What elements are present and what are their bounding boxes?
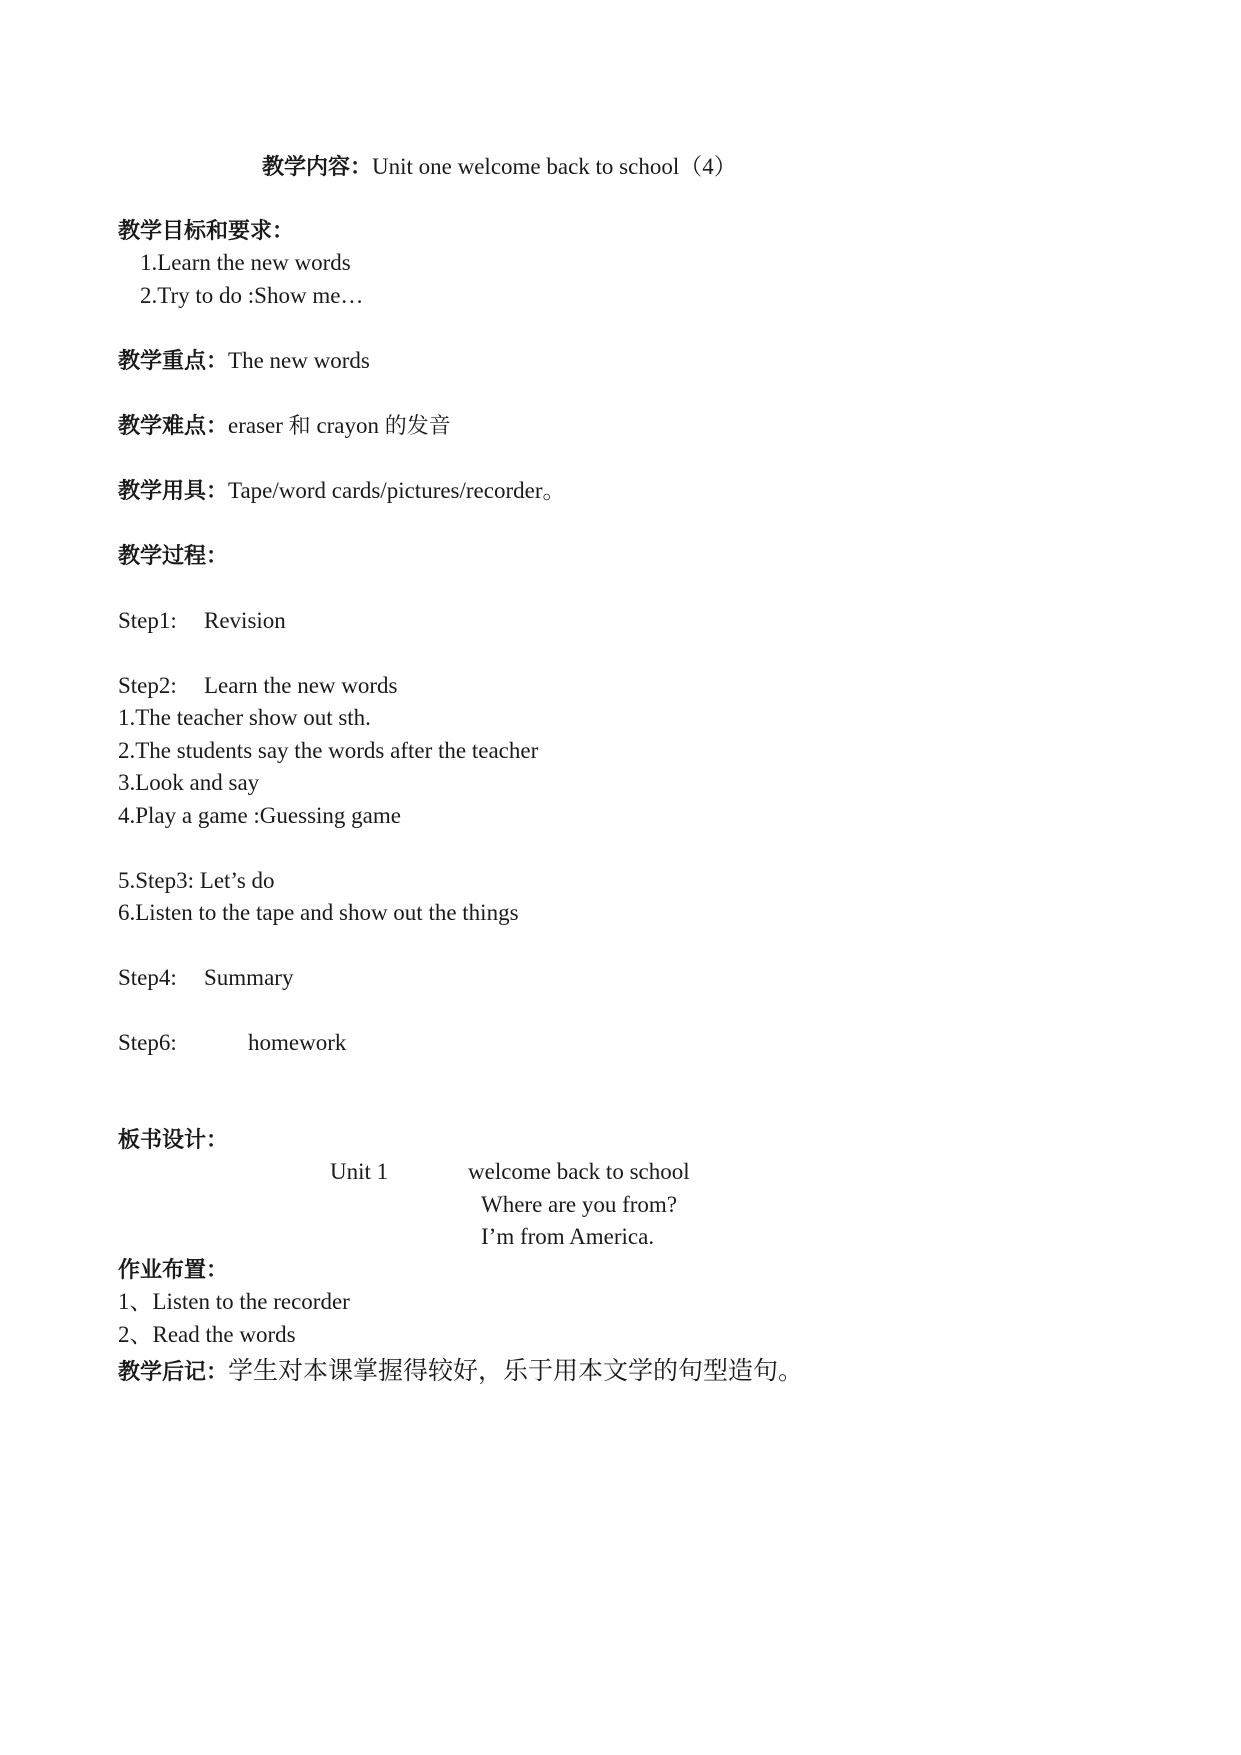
process-label	[118, 541, 228, 572]
step6-text: homework	[248, 1030, 347, 1055]
tools-text: Tape/word cards/pictures/recorder。	[228, 478, 566, 503]
step2-item-2: 2.The students say the words after the teacher	[118, 738, 539, 763]
step1-line	[118, 606, 286, 636]
reflection-label: 教学后记：	[118, 1360, 229, 1385]
lesson-content-label: 教学内容：	[262, 155, 373, 180]
step2-label: Step2:	[118, 673, 177, 698]
homework-item-1: 1、Listen to the recorder	[118, 1289, 350, 1314]
board-line-1: Where are you from?	[481, 1192, 678, 1217]
step2-item-4: 4.Play a game :Guessing game	[118, 803, 401, 828]
step4-line	[118, 963, 293, 993]
objectives-label	[118, 216, 294, 247]
lesson-content-line	[262, 152, 737, 183]
difficulty-line	[118, 411, 451, 442]
step1-label: Step1:	[118, 608, 177, 633]
difficulty-en-1: eraser	[228, 413, 289, 438]
step1-text: Revision	[204, 608, 286, 633]
difficulty-cn-2: 的发音	[384, 414, 451, 439]
step6-label: Step6:	[118, 1030, 177, 1055]
step2-item-1: 1.The teacher show out sth.	[118, 705, 371, 730]
reflection-text: 学生对本课掌握得较好，乐于用本文学的句型造句。	[228, 1356, 804, 1385]
board-label-text: 板书设计：	[118, 1128, 229, 1153]
step2-text: Learn the new words	[204, 673, 398, 698]
board-label	[118, 1125, 228, 1156]
board-line-2: I’m from America.	[481, 1224, 655, 1249]
step3-item-1: 5.Step3: Let’s do	[118, 868, 275, 893]
homework-item-2: 2、Read the words	[118, 1322, 296, 1347]
homework-label-text: 作业布置：	[118, 1258, 229, 1283]
tools-label: 教学用具：	[118, 479, 229, 504]
step6-line	[118, 1028, 346, 1058]
reflection-line	[118, 1356, 803, 1388]
step2-item-3: 3.Look and say	[118, 770, 260, 795]
key-points-text: The new words	[228, 348, 370, 373]
key-points-line	[118, 346, 370, 377]
homework-label	[118, 1255, 228, 1286]
tools-line	[118, 476, 566, 507]
objectives-label-text: 教学目标和要求：	[118, 219, 295, 244]
step4-label: Step4:	[118, 965, 177, 990]
process-label-text: 教学过程：	[118, 544, 229, 569]
objective-item-2: 2.Try to do :Show me…	[140, 283, 364, 308]
difficulty-cn-1: 和	[288, 414, 311, 439]
difficulty-label: 教学难点：	[118, 414, 229, 439]
key-points-label: 教学重点：	[118, 349, 229, 374]
step3-item-2: 6.Listen to the tape and show out the things	[118, 900, 519, 925]
lesson-content-text: Unit one welcome back to school（4）	[372, 154, 737, 179]
objective-item-1: 1.Learn the new words	[140, 250, 351, 275]
step4-text: Summary	[204, 965, 294, 990]
difficulty-en-2: crayon	[310, 413, 385, 438]
board-heading: welcome back to school	[468, 1159, 690, 1184]
step2-line	[118, 671, 398, 701]
board-unit: Unit 1	[330, 1159, 389, 1184]
